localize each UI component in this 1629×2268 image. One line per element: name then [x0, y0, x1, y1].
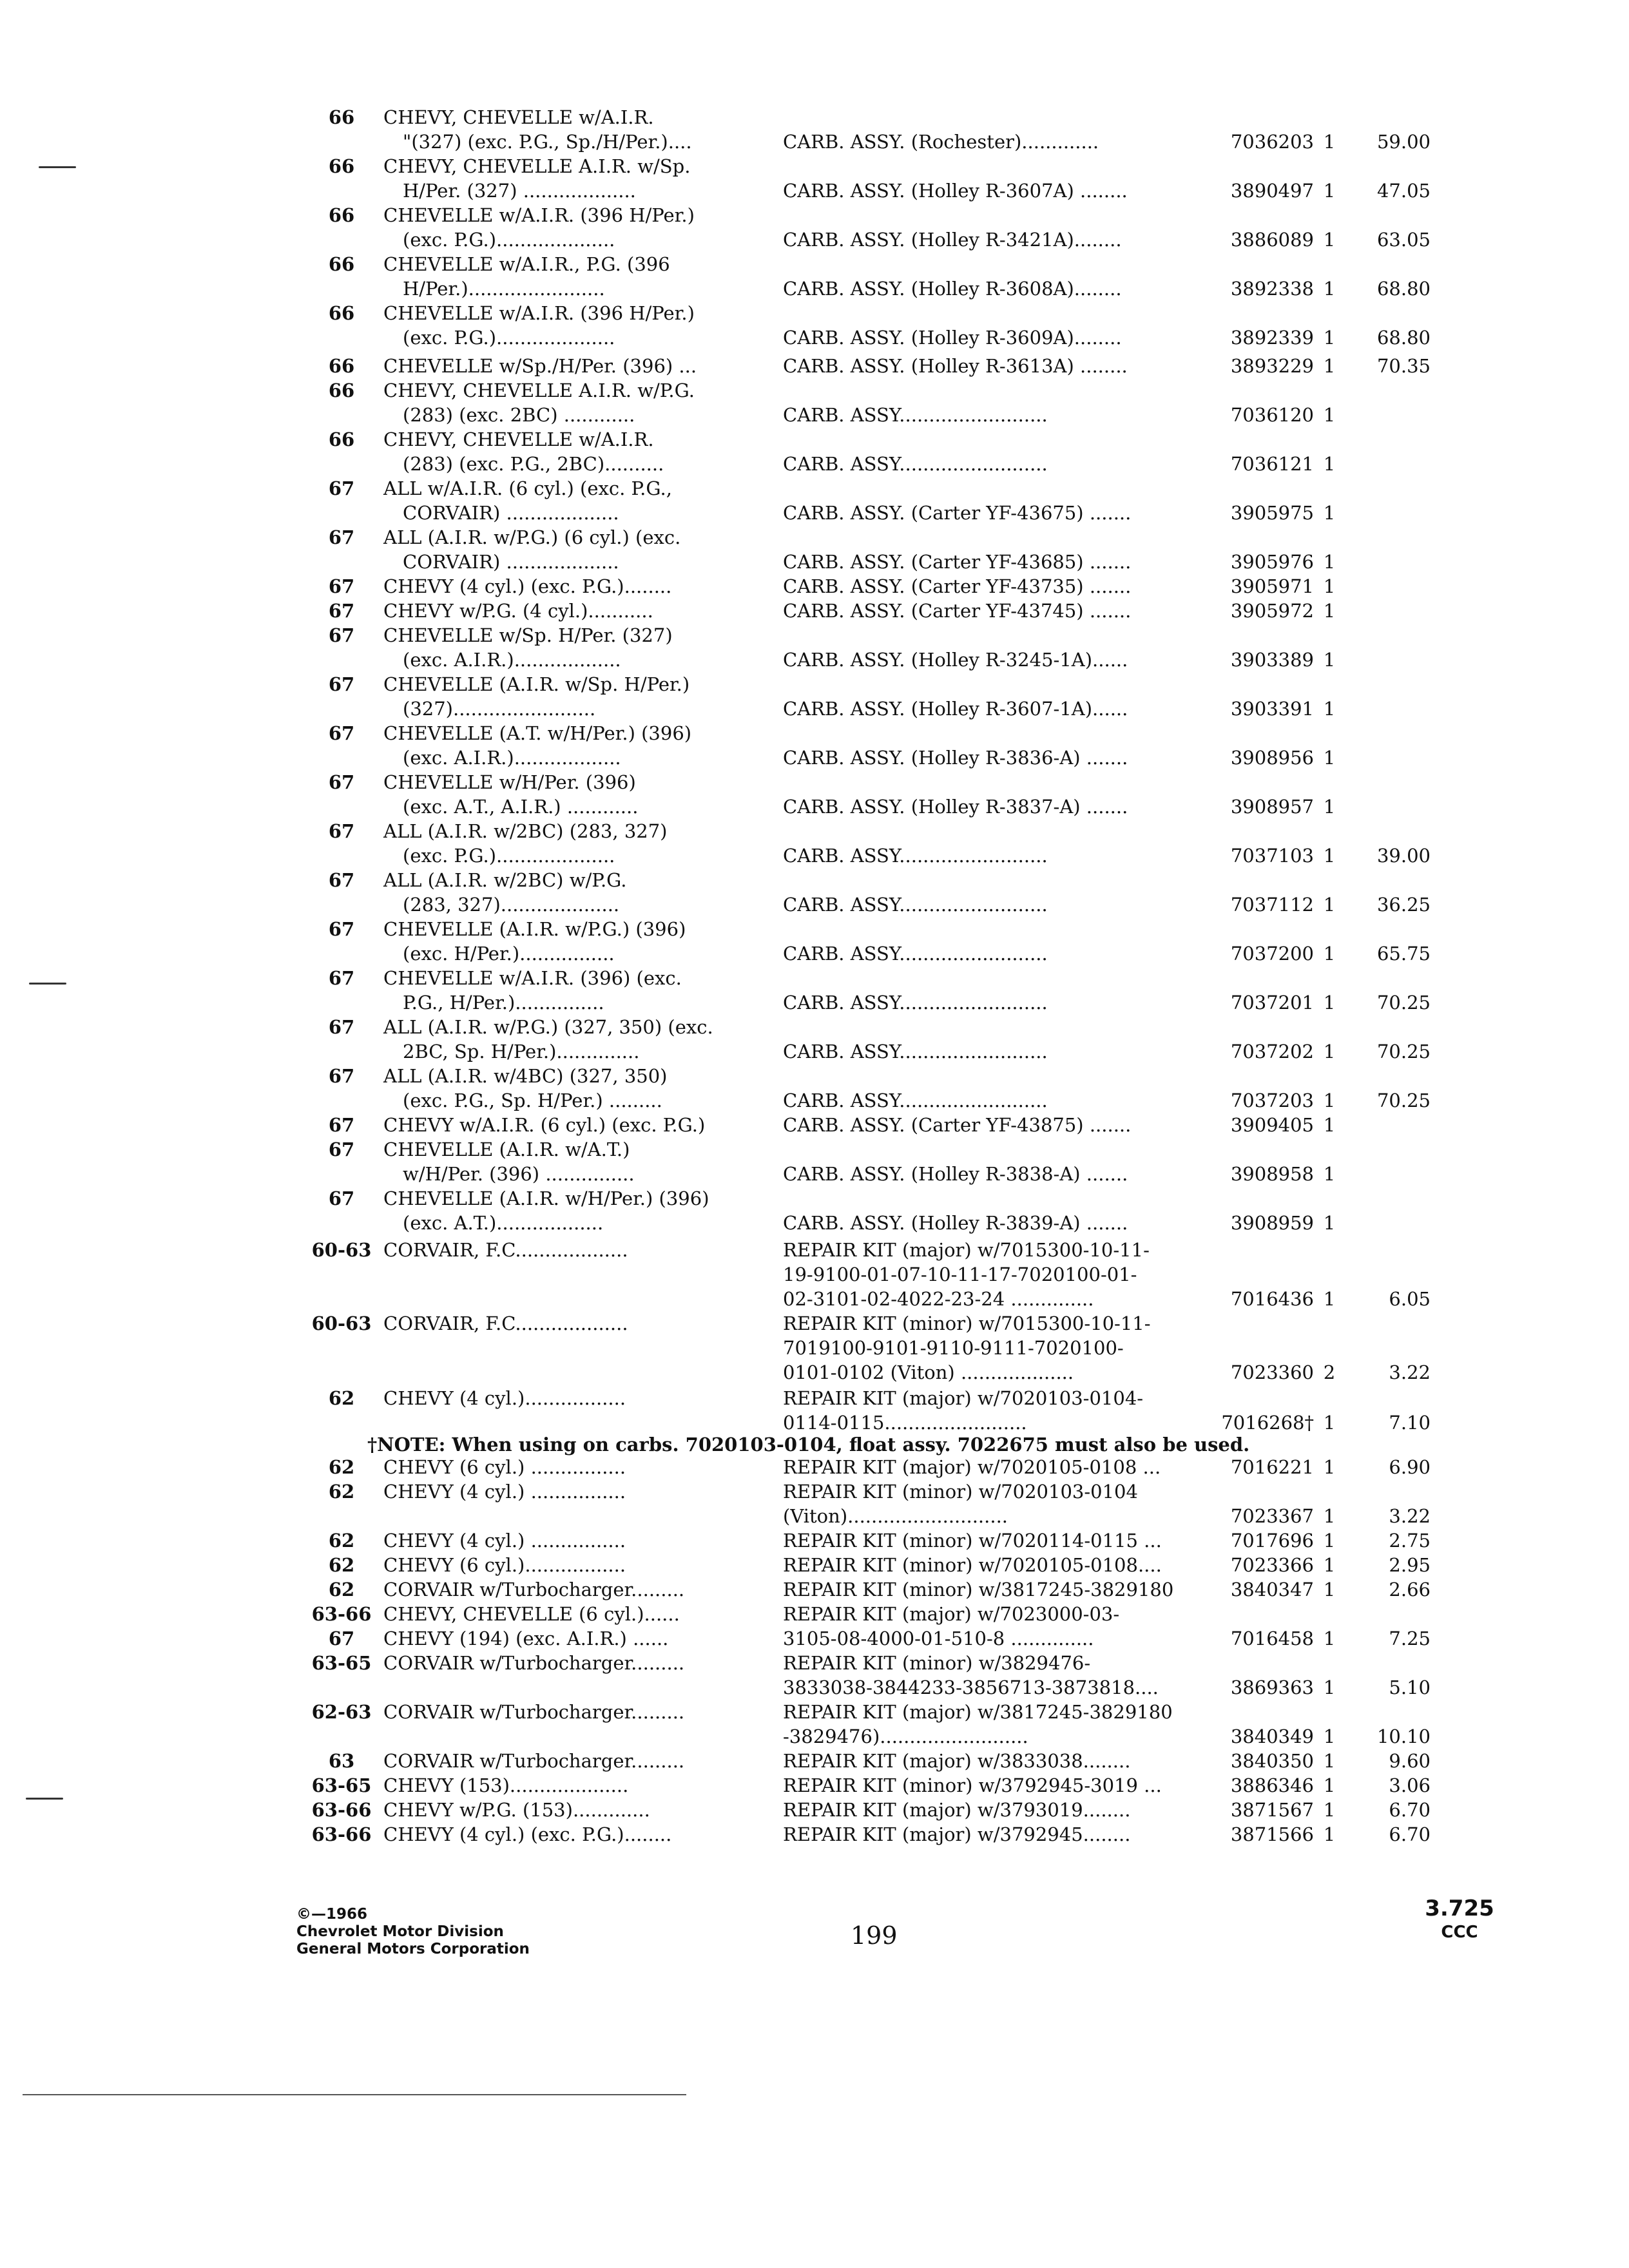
part-number: 7016458 — [1230, 1628, 1314, 1649]
application-text: ALL (A.I.R. w/P.G.) (6 cyl.) (exc. — [383, 526, 681, 548]
model-year: 67 — [328, 1628, 355, 1649]
quantity: 1 — [1323, 327, 1336, 349]
part-description: CARB. ASSY. (Holley R-3607-1A)...... — [783, 698, 1128, 720]
part-number: 3893229 — [1230, 355, 1314, 377]
model-year: 66 — [328, 253, 355, 275]
application-text: H/Per. (327) ................... — [403, 180, 636, 202]
part-number: 3886346 — [1230, 1774, 1314, 1796]
quantity: 1 — [1323, 1505, 1336, 1527]
part-description: REPAIR KIT (major) w/3793019........ — [783, 1799, 1131, 1821]
model-year: 67 — [328, 624, 355, 646]
part-number: 7016268† — [1221, 1412, 1314, 1434]
part-number: 7037202 — [1230, 1041, 1314, 1062]
quantity: 1 — [1323, 404, 1336, 426]
application-text: CHEVELLE w/A.I.R., P.G. (396 — [383, 253, 670, 275]
model-year: 63 — [328, 1750, 355, 1772]
application-text: CHEVY, CHEVELLE w/A.I.R. — [383, 106, 654, 128]
part-description: CARB. ASSY. (Holley R-3421A)........ — [783, 229, 1122, 251]
application-text: CHEVELLE w/H/Per. (396) — [383, 771, 636, 793]
part-number: 3905975 — [1230, 502, 1314, 524]
application-text: ALL (A.I.R. w/2BC) (283, 327) — [383, 820, 668, 842]
part-number: 3871566 — [1230, 1823, 1314, 1845]
quantity: 1 — [1323, 845, 1336, 867]
quantity: 1 — [1323, 600, 1336, 622]
quantity: 1 — [1323, 992, 1336, 1014]
application-text: CHEVY w/A.I.R. (6 cyl.) (exc. P.G.) — [383, 1114, 706, 1136]
quantity: 2 — [1323, 1361, 1336, 1383]
application-text: "(327) (exc. P.G., Sp./H/Per.).... — [403, 131, 692, 153]
part-description: 3105-08-4000-01-510-8 .............. — [783, 1628, 1094, 1649]
model-year: 60-63 — [311, 1239, 372, 1261]
part-description: REPAIR KIT (major) w/7015300-10-11- — [783, 1239, 1150, 1261]
part-description: (Viton)........................... — [783, 1505, 1008, 1527]
part-description: CARB. ASSY......................... — [783, 845, 1048, 867]
model-year: 67 — [328, 526, 355, 548]
model-year: 67 — [328, 1065, 355, 1087]
section-code-number: 3.725 — [1425, 1896, 1494, 1921]
quantity: 1 — [1323, 1579, 1336, 1600]
price: 68.80 — [1376, 278, 1431, 300]
quantity: 1 — [1323, 1677, 1336, 1698]
part-description: CARB. ASSY......................... — [783, 992, 1048, 1014]
part-number: 7023366 — [1230, 1554, 1314, 1576]
application-text: w/H/Per. (396) ............... — [403, 1163, 635, 1185]
part-description: REPAIR KIT (major) w/7020103-0104- — [783, 1387, 1144, 1409]
application-text: (exc. P.G., Sp. H/Per.) ......... — [403, 1090, 662, 1111]
part-number: 7037201 — [1230, 992, 1314, 1014]
model-year: 62 — [328, 1481, 355, 1503]
application-text: CHEVELLE w/A.I.R. (396) (exc. — [383, 967, 682, 989]
part-description: CARB. ASSY......................... — [783, 1041, 1048, 1062]
quantity: 1 — [1323, 453, 1336, 475]
application-text: CHEVY, CHEVELLE w/A.I.R. — [383, 428, 654, 450]
application-text: ALL (A.I.R. w/4BC) (327, 350) — [383, 1065, 668, 1087]
price: 70.25 — [1376, 992, 1431, 1014]
part-description: REPAIR KIT (minor) w/7020114-0115 ... — [783, 1530, 1162, 1552]
part-description: CARB. ASSY. (Holley R-3607A) ........ — [783, 180, 1128, 202]
application-text: CORVAIR) ................... — [403, 551, 619, 573]
quantity: 1 — [1323, 1090, 1336, 1111]
part-number: 3869363 — [1230, 1677, 1314, 1698]
application-text: (283) (exc. P.G., 2BC).......... — [403, 453, 664, 475]
application-text: CORVAIR, F.C................... — [383, 1312, 628, 1334]
part-description: REPAIR KIT (minor) w/7020105-0108.... — [783, 1554, 1162, 1576]
part-description: CARB. ASSY. (Holley R-3838-A) ....... — [783, 1163, 1128, 1185]
part-description: CARB. ASSY. (Carter YF-43735) ....... — [783, 575, 1132, 597]
part-description: CARB. ASSY. (Rochester)............. — [783, 131, 1099, 153]
part-number: 3892338 — [1230, 278, 1314, 300]
part-description: REPAIR KIT (minor) w/3792945-3019 ... — [783, 1774, 1162, 1796]
model-year: 62 — [328, 1387, 355, 1409]
application-text: CHEVELLE w/A.I.R. (396 H/Per.) — [383, 302, 695, 324]
model-year: 67 — [328, 477, 355, 499]
application-text: CHEVY w/P.G. (153)............. — [383, 1799, 650, 1821]
part-description: REPAIR KIT (minor) w/3829476- — [783, 1652, 1091, 1674]
part-description: CARB. ASSY. (Holley R-3608A)........ — [783, 278, 1122, 300]
price: 68.80 — [1376, 327, 1431, 349]
model-year: 67 — [328, 1187, 355, 1209]
model-year: 67 — [328, 1139, 355, 1160]
price: 7.10 — [1389, 1412, 1431, 1434]
application-text: CHEVY (4 cyl.)................. — [383, 1387, 626, 1409]
application-text: (exc. P.G.).................... — [403, 845, 615, 867]
copyright-line: ©—1966 — [296, 1906, 368, 1923]
model-year: 63-66 — [311, 1823, 372, 1845]
application-text: CHEVELLE (A.I.R. w/H/Per.) (396) — [383, 1187, 709, 1209]
price: 7.25 — [1389, 1628, 1431, 1649]
part-description: CARB. ASSY. (Holley R-3836-A) ....... — [783, 747, 1128, 769]
application-text: CHEVY (4 cyl.) ................ — [383, 1530, 626, 1552]
part-description: 7019100-9101-9110-9111-7020100- — [783, 1337, 1124, 1359]
model-year: 62 — [328, 1554, 355, 1576]
quantity: 1 — [1323, 1288, 1336, 1310]
part-description: CARB. ASSY. (Carter YF-43675) ....... — [783, 502, 1132, 524]
part-number: 7016436 — [1230, 1288, 1314, 1310]
bottom-rule — [23, 2094, 686, 2095]
price: 3.22 — [1389, 1361, 1431, 1383]
corporation-line: General Motors Corporation — [296, 1941, 530, 1957]
application-text: 2BC, Sp. H/Per.).............. — [403, 1041, 640, 1062]
part-description: CARB. ASSY. (Carter YF-43745) ....... — [783, 600, 1132, 622]
price: 3.22 — [1389, 1505, 1431, 1527]
part-description: CARB. ASSY. (Carter YF-43685) ....... — [783, 551, 1132, 573]
section-code — [1414, 1896, 1505, 1943]
part-number: 7036203 — [1230, 131, 1314, 153]
part-description: CARB. ASSY. (Holley R-3613A) ........ — [783, 355, 1128, 377]
quantity: 1 — [1323, 1725, 1336, 1747]
part-number: 7037200 — [1230, 943, 1314, 965]
model-year: 66 — [328, 355, 355, 377]
quantity: 1 — [1323, 796, 1336, 818]
part-number: 7037103 — [1230, 845, 1314, 867]
application-text: (exc. P.G.).................... — [403, 327, 615, 349]
application-text: CHEVELLE w/Sp. H/Per. (327) — [383, 624, 673, 646]
footnote: †NOTE: When using on carbs. 7020103-0104, float assy. 7022675 must also be used. — [367, 1434, 1250, 1456]
model-year: 66 — [328, 380, 355, 401]
price: 36.25 — [1376, 894, 1431, 916]
part-number: 7037112 — [1230, 894, 1314, 916]
price: 9.60 — [1389, 1750, 1431, 1772]
application-text: CORVAIR w/Turbocharger......... — [383, 1652, 685, 1674]
model-year: 66 — [328, 155, 355, 177]
quantity: 1 — [1323, 278, 1336, 300]
model-year: 66 — [328, 204, 355, 226]
price: 3.06 — [1389, 1774, 1431, 1796]
quantity: 1 — [1323, 943, 1336, 965]
quantity: 1 — [1323, 649, 1336, 671]
part-number: 3871567 — [1230, 1799, 1314, 1821]
application-text: (exc. A.I.R.).................. — [403, 649, 621, 671]
model-year: 67 — [328, 820, 355, 842]
part-description: CARB. ASSY. (Holley R-3245-1A)...... — [783, 649, 1128, 671]
application-text: CORVAIR) ................... — [403, 502, 619, 524]
part-description: CARB. ASSY......................... — [783, 404, 1048, 426]
price: 6.05 — [1389, 1288, 1431, 1310]
quantity: 1 — [1323, 1212, 1336, 1234]
part-number: 3905971 — [1230, 575, 1314, 597]
margin-mark — [39, 166, 76, 168]
part-description: CARB. ASSY. (Holley R-3839-A) ....... — [783, 1212, 1128, 1234]
part-number: 3892339 — [1230, 327, 1314, 349]
part-number: 3886089 — [1230, 229, 1314, 251]
model-year: 67 — [328, 1016, 355, 1038]
part-number: 3908956 — [1230, 747, 1314, 769]
application-text: CORVAIR w/Turbocharger......... — [383, 1701, 685, 1723]
section-code-sub: CCC — [1441, 1923, 1478, 1942]
application-text: CORVAIR, F.C................... — [383, 1239, 628, 1261]
price: 39.00 — [1376, 845, 1431, 867]
model-year: 62 — [328, 1456, 355, 1478]
application-text: P.G., H/Per.)............... — [403, 992, 604, 1014]
part-number: 3908957 — [1230, 796, 1314, 818]
model-year: 62 — [328, 1530, 355, 1552]
part-description: REPAIR KIT (major) w/7023000-03- — [783, 1603, 1120, 1625]
application-text: CHEVY (194) (exc. A.I.R.) ...... — [383, 1628, 669, 1649]
quantity: 1 — [1323, 131, 1336, 153]
application-text: CHEVY (6 cyl.) ................ — [383, 1456, 626, 1478]
quantity: 1 — [1323, 229, 1336, 251]
quantity: 1 — [1323, 1456, 1336, 1478]
part-description: REPAIR KIT (major) w/3833038........ — [783, 1750, 1131, 1772]
price: 59.00 — [1376, 131, 1431, 153]
application-text: (exc. H/Per.)................ — [403, 943, 615, 965]
quantity: 1 — [1323, 180, 1336, 202]
quantity: 1 — [1323, 1774, 1336, 1796]
quantity: 1 — [1323, 1114, 1336, 1136]
application-text: (exc. A.T.).................. — [403, 1212, 604, 1234]
part-number: 3840349 — [1230, 1725, 1314, 1747]
application-text: CHEVY (4 cyl.) (exc. P.G.)........ — [383, 575, 672, 597]
application-text: CHEVY (4 cyl.) (exc. P.G.)........ — [383, 1823, 672, 1845]
application-text: CHEVELLE (A.I.R. w/A.T.) — [383, 1139, 630, 1160]
model-year: 67 — [328, 918, 355, 940]
application-text: CORVAIR w/Turbocharger......... — [383, 1750, 685, 1772]
part-number: 7023367 — [1230, 1505, 1314, 1527]
application-text: CHEVELLE w/A.I.R. (396 H/Per.) — [383, 204, 695, 226]
part-description: CARB. ASSY......................... — [783, 943, 1048, 965]
part-description: 0114-0115........................ — [783, 1412, 1027, 1434]
application-text: (exc. P.G.).................... — [403, 229, 615, 251]
footer-publisher — [296, 1906, 530, 1958]
quantity: 1 — [1323, 747, 1336, 769]
application-text: ALL (A.I.R. w/P.G.) (327, 350) (exc. — [383, 1016, 713, 1038]
part-number: 3840347 — [1230, 1579, 1314, 1600]
part-number: 3890497 — [1230, 180, 1314, 202]
model-year: 67 — [328, 967, 355, 989]
price: 10.10 — [1376, 1725, 1431, 1747]
application-text: CHEVELLE w/Sp./H/Per. (396) ... — [383, 355, 697, 377]
page-number: 199 — [851, 1921, 898, 1950]
division-line: Chevrolet Motor Division — [296, 1923, 504, 1940]
price: 70.35 — [1376, 355, 1431, 377]
part-number: 7036120 — [1230, 404, 1314, 426]
part-description: 0101-0102 (Viton) ................... — [783, 1361, 1074, 1383]
application-text: (exc. A.T., A.I.R.) ............ — [403, 796, 639, 818]
model-year: 63-65 — [311, 1774, 372, 1796]
application-text: CHEVY, CHEVELLE A.I.R. w/Sp. — [383, 155, 691, 177]
quantity: 1 — [1323, 1799, 1336, 1821]
part-number: 3905972 — [1230, 600, 1314, 622]
model-year: 67 — [328, 673, 355, 695]
application-text: ALL (A.I.R. w/2BC) w/P.G. — [383, 869, 627, 891]
part-number: 7037203 — [1230, 1090, 1314, 1111]
model-year: 63-66 — [311, 1799, 372, 1821]
model-year: 60-63 — [311, 1312, 372, 1334]
part-number: 3909405 — [1230, 1114, 1314, 1136]
part-description: CARB. ASSY. (Holley R-3609A)........ — [783, 327, 1122, 349]
price: 70.25 — [1376, 1090, 1431, 1111]
model-year: 67 — [328, 722, 355, 744]
price: 6.70 — [1389, 1823, 1431, 1845]
quantity: 1 — [1323, 1530, 1336, 1552]
application-text: CHEVELLE (A.T. w/H/Per.) (396) — [383, 722, 692, 744]
quantity: 1 — [1323, 1163, 1336, 1185]
quantity: 1 — [1323, 551, 1336, 573]
application-text: CHEVY (153).................... — [383, 1774, 629, 1796]
part-description: REPAIR KIT (major) w/3792945........ — [783, 1823, 1131, 1845]
application-text: (283) (exc. 2BC) ............ — [403, 404, 635, 426]
application-text: ALL w/A.I.R. (6 cyl.) (exc. P.G., — [383, 477, 672, 499]
application-text: (283, 327).................... — [403, 894, 620, 916]
part-description: 3833038-3844233-3856713-3873818.... — [783, 1677, 1159, 1698]
model-year: 62 — [328, 1579, 355, 1600]
part-description: -3829476)......................... — [783, 1725, 1028, 1747]
application-text: CHEVELLE (A.I.R. w/P.G.) (396) — [383, 918, 686, 940]
part-description: CARB. ASSY......................... — [783, 1090, 1048, 1111]
application-text: CHEVY, CHEVELLE (6 cyl.)...... — [383, 1603, 680, 1625]
model-year: 67 — [328, 869, 355, 891]
part-description: CARB. ASSY. (Holley R-3837-A) ....... — [783, 796, 1128, 818]
application-text: CHEVY w/P.G. (4 cyl.)........... — [383, 600, 653, 622]
quantity: 1 — [1323, 502, 1336, 524]
application-text: CORVAIR w/Turbocharger......... — [383, 1579, 685, 1600]
application-text: CHEVY, CHEVELLE A.I.R. w/P.G. — [383, 380, 695, 401]
price: 63.05 — [1376, 229, 1431, 251]
application-text: CHEVELLE (A.I.R. w/Sp. H/Per.) — [383, 673, 690, 695]
part-description: CARB. ASSY. (Carter YF-43875) ....... — [783, 1114, 1132, 1136]
quantity: 1 — [1323, 1823, 1336, 1845]
application-text: CHEVY (4 cyl.) ................ — [383, 1481, 626, 1503]
part-description: 19-9100-01-07-10-11-17-7020100-01- — [783, 1264, 1137, 1285]
application-text: CHEVY (6 cyl.)................. — [383, 1554, 626, 1576]
part-number: 3908958 — [1230, 1163, 1314, 1185]
margin-mark — [26, 1798, 63, 1800]
quantity: 1 — [1323, 1554, 1336, 1576]
quantity: 1 — [1323, 1041, 1336, 1062]
price: 6.70 — [1389, 1799, 1431, 1821]
application-text: (exc. A.I.R.).................. — [403, 747, 621, 769]
quantity: 1 — [1323, 1412, 1336, 1434]
part-description: CARB. ASSY......................... — [783, 894, 1048, 916]
price: 2.95 — [1389, 1554, 1431, 1576]
quantity: 1 — [1323, 575, 1336, 597]
model-year: 66 — [328, 106, 355, 128]
part-description: REPAIR KIT (major) w/7020105-0108 ... — [783, 1456, 1161, 1478]
part-number: 7017696 — [1230, 1530, 1314, 1552]
price: 5.10 — [1389, 1677, 1431, 1698]
price: 2.66 — [1389, 1579, 1431, 1600]
price: 65.75 — [1376, 943, 1431, 965]
model-year: 67 — [328, 1114, 355, 1136]
price: 2.75 — [1389, 1530, 1431, 1552]
part-number: 7023360 — [1230, 1361, 1314, 1383]
model-year: 66 — [328, 302, 355, 324]
model-year: 67 — [328, 600, 355, 622]
part-number: 3840350 — [1230, 1750, 1314, 1772]
margin-mark — [29, 983, 66, 985]
price: 6.90 — [1389, 1456, 1431, 1478]
part-number: 3908959 — [1230, 1212, 1314, 1234]
model-year: 63-66 — [311, 1603, 372, 1625]
price: 70.25 — [1376, 1041, 1431, 1062]
model-year: 63-65 — [311, 1652, 372, 1674]
part-number: 3903389 — [1230, 649, 1314, 671]
model-year: 67 — [328, 575, 355, 597]
model-year: 66 — [328, 428, 355, 450]
part-description: 02-3101-02-4022-23-24 .............. — [783, 1288, 1094, 1310]
part-number: 3903391 — [1230, 698, 1314, 720]
quantity: 1 — [1323, 1628, 1336, 1649]
part-description: CARB. ASSY......................... — [783, 453, 1048, 475]
part-description: REPAIR KIT (major) w/3817245-3829180 — [783, 1701, 1173, 1723]
part-description: REPAIR KIT (minor) w/7015300-10-11- — [783, 1312, 1151, 1334]
model-year: 67 — [328, 771, 355, 793]
part-description: REPAIR KIT (minor) w/3817245-3829180 — [783, 1579, 1174, 1600]
application-text: (327)........................ — [403, 698, 596, 720]
part-number: 3905976 — [1230, 551, 1314, 573]
part-number: 7036121 — [1230, 453, 1314, 475]
application-text: H/Per.)....................... — [403, 278, 605, 300]
quantity: 1 — [1323, 355, 1336, 377]
price: 47.05 — [1376, 180, 1431, 202]
part-number: 7016221 — [1230, 1456, 1314, 1478]
quantity: 1 — [1323, 698, 1336, 720]
part-description: REPAIR KIT (minor) w/7020103-0104 — [783, 1481, 1138, 1503]
quantity: 1 — [1323, 1750, 1336, 1772]
model-year: 62-63 — [311, 1701, 372, 1723]
quantity: 1 — [1323, 894, 1336, 916]
